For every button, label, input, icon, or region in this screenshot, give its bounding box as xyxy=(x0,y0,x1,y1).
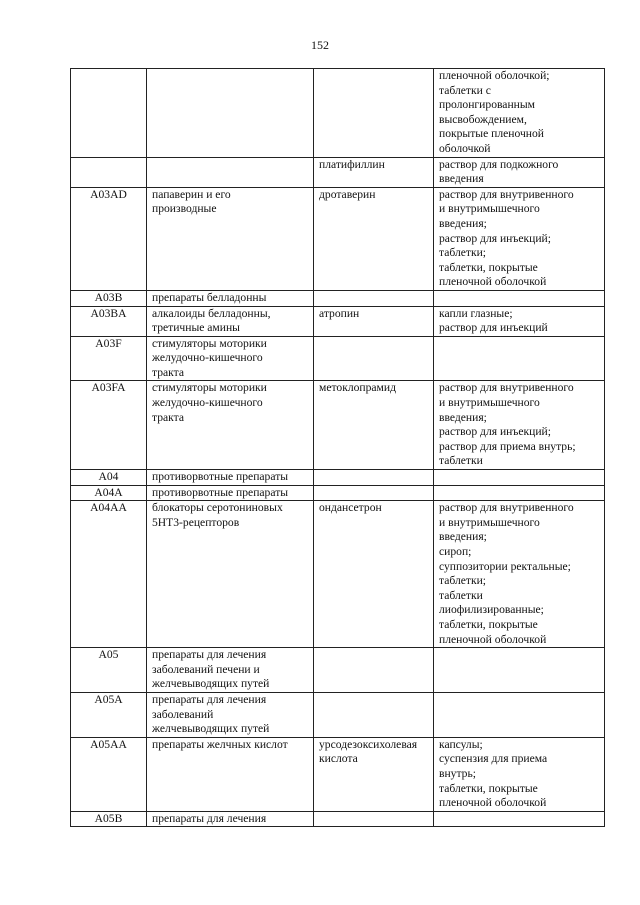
substance-cell xyxy=(314,336,434,381)
group-name-line: противорвотные препараты xyxy=(152,485,289,499)
atc-code-cell: A04A xyxy=(71,485,147,501)
table-row xyxy=(71,692,605,737)
table-row xyxy=(71,648,605,693)
dosage-forms-line: таблетки, покрытые xyxy=(439,617,538,631)
dosage-forms-line: пленочной оболочкой xyxy=(439,796,547,810)
substance-cell xyxy=(314,381,434,470)
group-name-line: препараты белладонны xyxy=(152,290,267,304)
dosage-forms-line: раствор для внутривенного xyxy=(439,381,574,395)
group-name-line: противорвотные препараты xyxy=(152,470,289,484)
dosage-forms-line: пролонгированным xyxy=(439,98,535,112)
group-name-line: препараты для лечения xyxy=(152,811,267,825)
group-name-cell xyxy=(147,648,314,693)
dosage-forms-line: пленочной оболочкой xyxy=(439,275,547,289)
group-name-line: желчевыводящих путей xyxy=(152,722,270,736)
substance-cell xyxy=(314,501,434,648)
substance-cell xyxy=(314,157,434,187)
dosage-forms-line: раствор для подкожного xyxy=(439,157,559,171)
dosage-forms-cell xyxy=(434,737,605,811)
group-name-cell xyxy=(147,485,314,501)
group-name-line: стимуляторы моторики xyxy=(152,336,267,350)
atc-code-cell xyxy=(71,69,147,158)
group-name-line: тракта xyxy=(152,410,184,424)
group-name-line: желчевыводящих путей xyxy=(152,677,270,691)
group-name-cell xyxy=(147,69,314,158)
dosage-forms-line: оболочкой xyxy=(439,141,491,155)
dosage-forms-line: покрытые пленочной xyxy=(439,127,544,141)
dosage-forms-line: и внутримышечного xyxy=(439,396,540,410)
group-name-line: заболеваний печени и xyxy=(152,662,260,676)
group-name-line: препараты для лечения xyxy=(152,692,267,706)
substance-cell xyxy=(314,737,434,811)
group-name-cell xyxy=(147,737,314,811)
dosage-forms-line: сироп; xyxy=(439,545,472,558)
table-row xyxy=(71,485,605,501)
atc-code-cell: A04AA xyxy=(71,501,147,648)
table-row xyxy=(71,470,605,486)
group-name-line: желудочно-кишечного xyxy=(152,396,263,410)
dosage-forms-cell xyxy=(434,648,605,693)
substance-cell xyxy=(314,290,434,306)
group-name-cell xyxy=(147,470,314,486)
substance-cell xyxy=(314,811,434,827)
dosage-forms-line: таблетки xyxy=(439,588,483,602)
table-row xyxy=(71,306,605,336)
group-name-cell xyxy=(147,811,314,827)
atc-code-cell: A05AA xyxy=(71,737,147,811)
group-name-line: тракта xyxy=(152,365,184,379)
dosage-forms-line: таблетки; xyxy=(439,574,487,588)
table-row xyxy=(71,811,605,827)
group-name-line: производные xyxy=(152,202,217,216)
dosage-forms-line: введения; xyxy=(439,216,487,230)
table-row xyxy=(71,290,605,306)
substance-cell xyxy=(314,648,434,693)
substance-line: платифиллин xyxy=(319,157,385,171)
group-name-line: препараты для лечения xyxy=(152,648,267,662)
dosage-forms-line: и внутримышечного xyxy=(439,515,540,529)
table-row xyxy=(71,187,605,290)
atc-code-cell: A05A xyxy=(71,692,147,737)
dosage-forms-line: раствор для внутривенного xyxy=(439,501,574,515)
page-number: 152 xyxy=(311,38,329,52)
dosage-forms-cell xyxy=(434,187,605,290)
substance-cell xyxy=(314,692,434,737)
dosage-forms-line: таблетки, покрытые xyxy=(439,260,538,274)
dosage-forms-line: раствор для инъекций xyxy=(439,321,548,335)
atc-code-cell: A05B xyxy=(71,811,147,827)
dosage-forms-cell xyxy=(434,69,605,158)
group-name-cell xyxy=(147,157,314,187)
table-row xyxy=(71,381,605,470)
group-name-cell xyxy=(147,187,314,290)
atc-code-cell: A05 xyxy=(71,648,147,693)
drug-table xyxy=(70,68,605,827)
group-name-cell xyxy=(147,381,314,470)
table-row xyxy=(71,501,605,648)
dosage-forms-line: внутрь; xyxy=(439,766,476,780)
dosage-forms-line: капсулы; xyxy=(439,737,483,751)
substance-line: атропин xyxy=(319,306,360,320)
atc-code-cell: A03B xyxy=(71,290,147,306)
dosage-forms-cell xyxy=(434,336,605,381)
atc-code-cell: A04 xyxy=(71,470,147,486)
dosage-forms-line: введения xyxy=(439,172,484,186)
substance-line: кислота xyxy=(319,752,358,766)
dosage-forms-line: раствор для внутривенного xyxy=(439,187,574,201)
table-row xyxy=(71,157,605,187)
dosage-forms-line: суспензия для приема xyxy=(439,752,548,766)
dosage-forms-line: суппозитории ректальные; xyxy=(439,559,571,573)
dosage-forms-line: таблетки, покрытые xyxy=(439,781,538,795)
table-body xyxy=(71,69,605,827)
substance-cell xyxy=(314,187,434,290)
dosage-forms-line: таблетки xyxy=(439,454,483,468)
dosage-forms-line: раствор для приема внутрь; xyxy=(439,439,576,453)
group-name-cell xyxy=(147,692,314,737)
atc-code-cell: A03FA xyxy=(71,381,147,470)
dosage-forms-line: раствор для инъекций; xyxy=(439,231,551,245)
substance-line: дротаверин xyxy=(319,187,376,201)
dosage-forms-line: таблетки с xyxy=(439,83,491,97)
dosage-forms-line: введения; xyxy=(439,530,487,544)
substance-line: метоклопрамид xyxy=(319,381,396,395)
group-name-line: желудочно-кишечного xyxy=(152,351,263,365)
dosage-forms-line: раствор для инъекций; xyxy=(439,425,551,439)
group-name-line: стимуляторы моторики xyxy=(152,381,267,395)
group-name-line: третичные амины xyxy=(152,321,240,335)
dosage-forms-cell xyxy=(434,290,605,306)
substance-cell xyxy=(314,306,434,336)
dosage-forms-line: пленочной оболочкой; xyxy=(439,69,550,82)
table-row xyxy=(71,737,605,811)
substance-line: урсодезоксихолевая xyxy=(319,737,418,751)
group-name-line: блокаторы серотониновых xyxy=(152,501,283,515)
group-name-cell xyxy=(147,336,314,381)
dosage-forms-cell xyxy=(434,381,605,470)
dosage-forms-line: высвобождением, xyxy=(439,112,527,126)
group-name-line: препараты желчных кислот xyxy=(152,737,288,751)
group-name-cell xyxy=(147,290,314,306)
dosage-forms-cell xyxy=(434,306,605,336)
atc-code-cell xyxy=(71,157,147,187)
atc-code-cell: A03F xyxy=(71,336,147,381)
group-name-line: алкалоиды белладонны, xyxy=(152,306,271,320)
atc-code-cell: A03AD xyxy=(71,187,147,290)
dosage-forms-line: введения; xyxy=(439,410,487,424)
dosage-forms-cell xyxy=(434,157,605,187)
group-name-cell xyxy=(147,501,314,648)
dosage-forms-cell xyxy=(434,501,605,648)
atc-code-cell: A03BA xyxy=(71,306,147,336)
table-row xyxy=(71,336,605,381)
group-name-line: 5HT3-рецепторов xyxy=(152,515,240,529)
dosage-forms-line: и внутримышечного xyxy=(439,202,540,216)
table-row xyxy=(71,69,605,158)
dosage-forms-cell xyxy=(434,692,605,737)
dosage-forms-line: таблетки; xyxy=(439,246,487,260)
dosage-forms-line: лиофилизированные; xyxy=(439,603,544,617)
substance-cell xyxy=(314,485,434,501)
group-name-cell xyxy=(147,306,314,336)
dosage-forms-cell xyxy=(434,485,605,501)
dosage-forms-line: капли глазные; xyxy=(439,306,513,320)
group-name-line: заболеваний xyxy=(152,707,214,721)
group-name-line: папаверин и его xyxy=(152,187,231,201)
dosage-forms-cell xyxy=(434,470,605,486)
substance-cell xyxy=(314,470,434,486)
substance-line: ондансетрон xyxy=(319,501,382,515)
dosage-forms-line: пленочной оболочкой xyxy=(439,632,547,646)
substance-cell xyxy=(314,69,434,158)
dosage-forms-cell xyxy=(434,811,605,827)
